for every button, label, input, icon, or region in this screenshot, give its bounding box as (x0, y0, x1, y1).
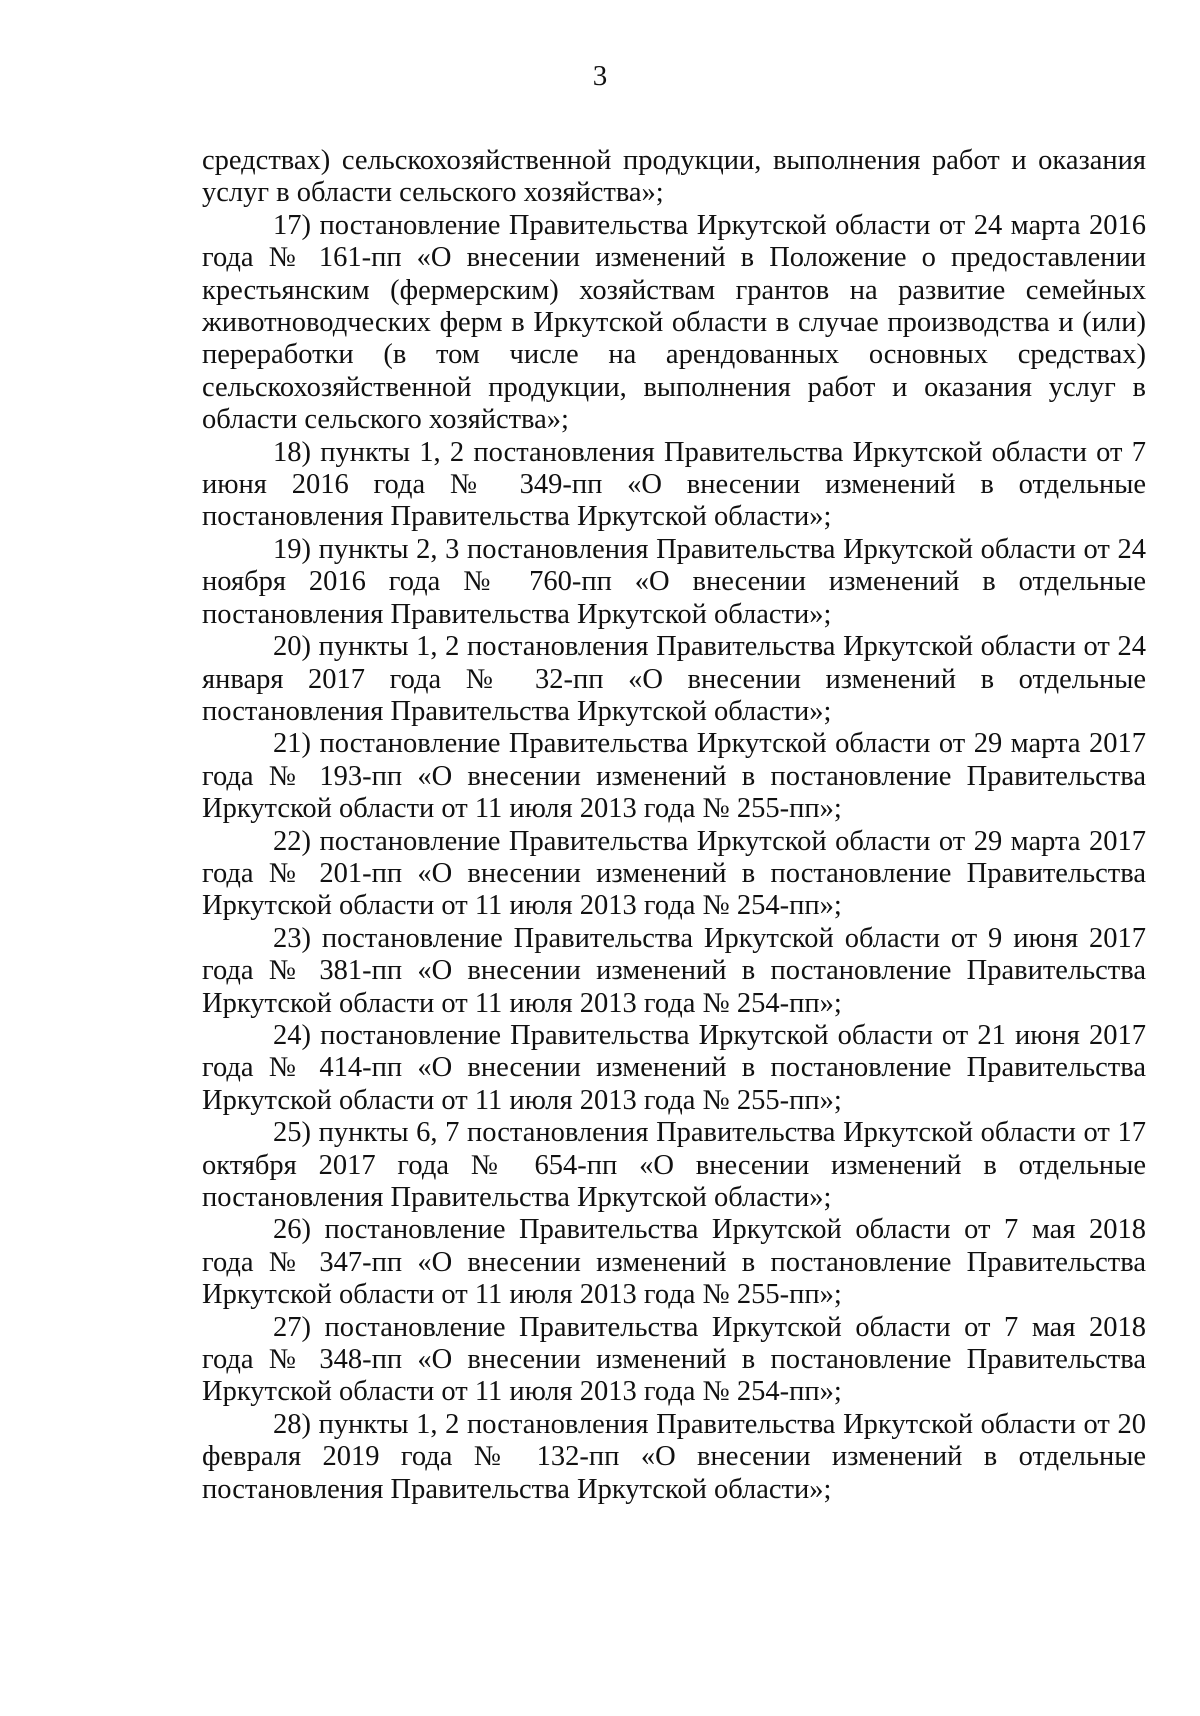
list-item: 25) пункты 6, 7 постановления Правительства Иркутской области от 17 октября 2017 года № 654-пп «О внесении изменений в отдельные постановления Правительства Иркутской области»; (202, 1117, 1146, 1213)
list-item: 21) постановление Правительства Иркутской области от 29 марта 2017 года № 193-пп «О внесении изменений в постановление Правительства Иркутской области от 11 июля 2013 года № 255-пп»; (202, 728, 1146, 825)
list-item: 27) постановление Правительства Иркутской области от 7 мая 2018 года № 348-пп «О внесении изменений в постановление Правительства Иркутской области от 11 июля 2013 года № 254-пп»; (202, 1311, 1146, 1408)
list-item: 28) пункты 1, 2 постановления Правительства Иркутской области от 20 февраля 2019 года № 132-пп «О внесении изменений в отдельные постановления Правительства Иркутской области»; (202, 1408, 1146, 1505)
document-body (202, 145, 1146, 1506)
list-item: 17) постановление Правительства Иркутской области от 24 марта 2016 года № 161-пп «О внесении изменений в Положение о предоставлении крестьянским (фермерским) хозяйствам грантов на развитие семейных животноводческих ферм в Иркутской области в случае производства и (или) переработки (в том числе на арендованных основных средствах) сельскохозяйственной продукции, выполнения работ и оказания услуг в области сельского хозяйства»; (202, 209, 1146, 436)
list-item: 22) постановление Правительства Иркутской области от 29 марта 2017 года № 201-пп «О внесении изменений в постановление Правительства Иркутской области от 11 июля 2013 года № 254-пп»; (202, 825, 1146, 922)
list-item: 20) пункты 1, 2 постановления Правительства Иркутской области от 24 января 2017 года № 32-пп «О внесении изменений в отдельные постановления Правительства Иркутской области»; (202, 631, 1146, 727)
list-item: 24) постановление Правительства Иркутской области от 21 июня 2017 года № 414-пп «О внесении изменений в постановление Правительства Иркутской области от 11 июля 2013 года № 255-пп»; (202, 1019, 1146, 1116)
list-item: 19) пункты 2, 3 постановления Правительства Иркутской области от 24 ноября 2016 года № 760-пп «О внесении изменений в отдельные постановления Правительства Иркутской области»; (202, 533, 1146, 630)
list-item: 18) пункты 1, 2 постановления Правительства Иркутской области от 7 июня 2016 года № 349-пп «О внесении изменений в отдельные постановления Правительства Иркутской области»; (202, 436, 1146, 533)
continuation-paragraph: средствах) сельскохозяйственной продукции, выполнения работ и оказания услуг в области сельского хозяйства»; (202, 145, 1146, 209)
page-number: 3 (592, 60, 608, 92)
list-item: 23) постановление Правительства Иркутской области от 9 июня 2017 года № 381-пп «О внесении изменений в постановление Правительства Иркутской области от 11 июля 2013 года № 254-пп»; (202, 922, 1146, 1019)
list-item: 26) постановление Правительства Иркутской области от 7 мая 2018 года № 347-пп «О внесении изменений в постановление Правительства Иркутской области от 11 июля 2013 года № 255-пп»; (202, 1214, 1146, 1311)
